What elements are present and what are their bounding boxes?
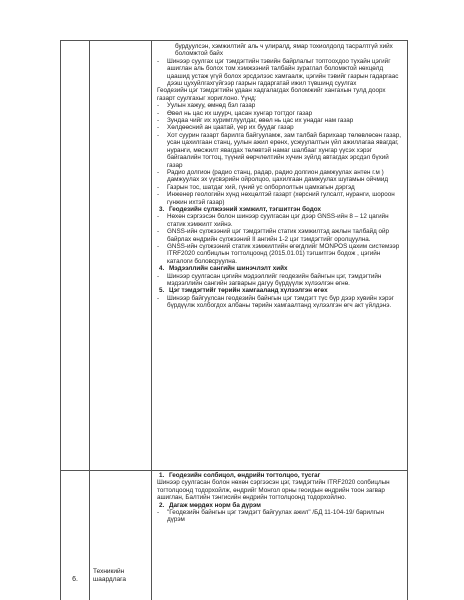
bullet-item: - Инженер геологийн хүнд нөхцөлтэй газарт (хөрсний гулсалт, нуранги, шороон гүнжин ихтэй газар) xyxy=(157,191,403,206)
section-heading xyxy=(157,287,403,294)
bullet-item: бурдуулсэн, хэмжилтийг аль ч улиралд, ямар тохиолдолд тасралтгүй хийх боломжтой байх xyxy=(175,43,393,58)
bullet-item: - Өвөл нь цас их шуурч, цасан хунгар тогтдог газар xyxy=(157,110,403,117)
section-number: 2. xyxy=(159,501,165,509)
bullet-item: - Шинээр суулгасан цэгийн мэдээллийг геодезийн байнгын цэг, тэмдэгтийн мэдээллийн сангийн загварын дагуу бүрдүүлж хүлээлгэн өгнө. xyxy=(157,273,403,288)
bullet-item: - Газрын тос, шатдаг хий, гүний ус олборлолтын цамхагын дэргэд xyxy=(157,184,403,191)
section-title: Геодезийн солбицол, өндрийн тогтолцоо, тусгаг xyxy=(169,472,321,479)
section-number: 3. xyxy=(159,205,165,213)
section-heading xyxy=(157,502,403,509)
bullet-item: - Радио долгион (радио станц, радар, радио долгион дамжуулах антен г.м ) дамжуулах эх үүсвэрийн ойролцоо, цахилгаан дамжуулах шугамын ойчмид xyxy=(157,169,403,184)
bullet-item: - Уулын хажуу, өмнөд бэл газар xyxy=(157,102,403,109)
bullet-item: - Хот суурин газарт барилга байгууламж, зам талбай барихаар төлөвлөсөн газар, усан цахилгаан станц, уулын ажил ерөнх, усжуулалтын үйл ажиллагаа явагдаг, нуранги, мөсжилт явагдах төлөвтэй намаг шалбааг хунгар үүсэх хэрэг байгаалийн тогтоц, түүний өөрчлөлтийн хүчин зүйлд автагдах эрсдэл бүхий газар xyxy=(157,132,403,169)
section-number: 4. xyxy=(159,265,165,273)
bullet-item: - Шинээр байгуулсан геодезийн байнгын цэг тэмдэгт түс бүр дээр хувийн хэрэг бүрдүүлж холбогдох албаны төрийн хамгаалтанд хүлээлгэн өгч акт үйлдэнэ. xyxy=(157,295,403,310)
label-column xyxy=(89,41,152,600)
paragraph: Геодезийн цэг тэмдэгтийн удаан хадгалагдах боломжийг хангахын тулд доорх газарт суулгахыг хориглоно. Үүнд: xyxy=(157,87,386,102)
section-number: 5. xyxy=(159,287,165,295)
bullet-item: - Нөхөн сэргээсэн болон шинээр суулгасан цэг дээр GNSS-ийн 8 – 12 цагийн статик хэмжилт хийнэ. xyxy=(157,213,403,228)
section-title: Геодезийн сүлжээний хэмжилт, тэгшитгэн бодох xyxy=(169,205,321,213)
section-title: Дагаж мөрдөх норм ба дүрэм xyxy=(169,501,261,509)
number-column xyxy=(61,41,90,600)
bullet-item: - Шинээр суулгах цэг тэмдэгтийн тэвийн байрлалыг топтоохдоо тухайн цэгийг ашиглан аль болох том хэмжээний талбайн зураглал боломжтой нөхцөлд цаашид устаж үгүй болох эрсдэлээс хамгаалж, цэгийн тэвийг газрын гадаргаас дээш цухуйлгахгүйгээр газрын гадаргатай ижил түвшинд суулгах xyxy=(157,58,403,88)
bullet-item: - Хөлдөөсний ан цаатай, үер их буудаг газар xyxy=(157,124,403,131)
section-number: 1. xyxy=(159,472,165,479)
row6-label: Техникийн шаардлага xyxy=(93,568,126,583)
row-divider xyxy=(61,470,407,471)
section-title: Цэг тэмдэгтийг төрийн хамгааланд хүлээлгэн өгөх xyxy=(169,287,328,295)
section-heading xyxy=(157,265,403,272)
bullet-item: - Зундаа чийг их хуримтлуулдаг, өвөл нь цас их унадаг нам газар xyxy=(157,117,403,124)
section-title: Мэдээллийн сангийн шинэчлэлт хийх xyxy=(169,265,288,273)
bullet-item: - GNSS-ийн сүлжээний статик хэмжилтийн өгөгдлийг MONPOS цахим системээр ITRF2020 солбицлын тогтолцоонд (2015.01.01) тэгшитгэн бодож , цэгийн каталоги боловсруулна. xyxy=(157,243,403,265)
paragraph: Шинээр суулгасан болон нөхөн сэргээсэн цэг, тэмдэгтийн ITRF2020 солбицлын тогтолцоонд тодорхойлж, өндрийг Монгол орны геоидын өндрийн тоон загвар ашиглан, Балтийн тэнгисийн өндрийн тогтолцоонд тодорхойлно. xyxy=(157,479,390,502)
requirements-table xyxy=(60,40,408,600)
row-prev-content xyxy=(157,43,403,310)
row6-content xyxy=(157,472,403,524)
bullet-item: - GNSS-ийн сүлжээний цэг тэмдэгтийн статик хэмжилтэд ажлын талбайд ойр байрлах өндрийн сүлжээний II ангийн 1-2 цэг тэмдэгтийг оролцуулна. xyxy=(157,228,403,243)
row6-number: 6. xyxy=(72,576,78,583)
bullet-item: - "Геодезийн байнгын цэг тэмдэгт байгуулах ажил" /БД 11-104-19/ барилгын дүрэм xyxy=(157,509,403,524)
